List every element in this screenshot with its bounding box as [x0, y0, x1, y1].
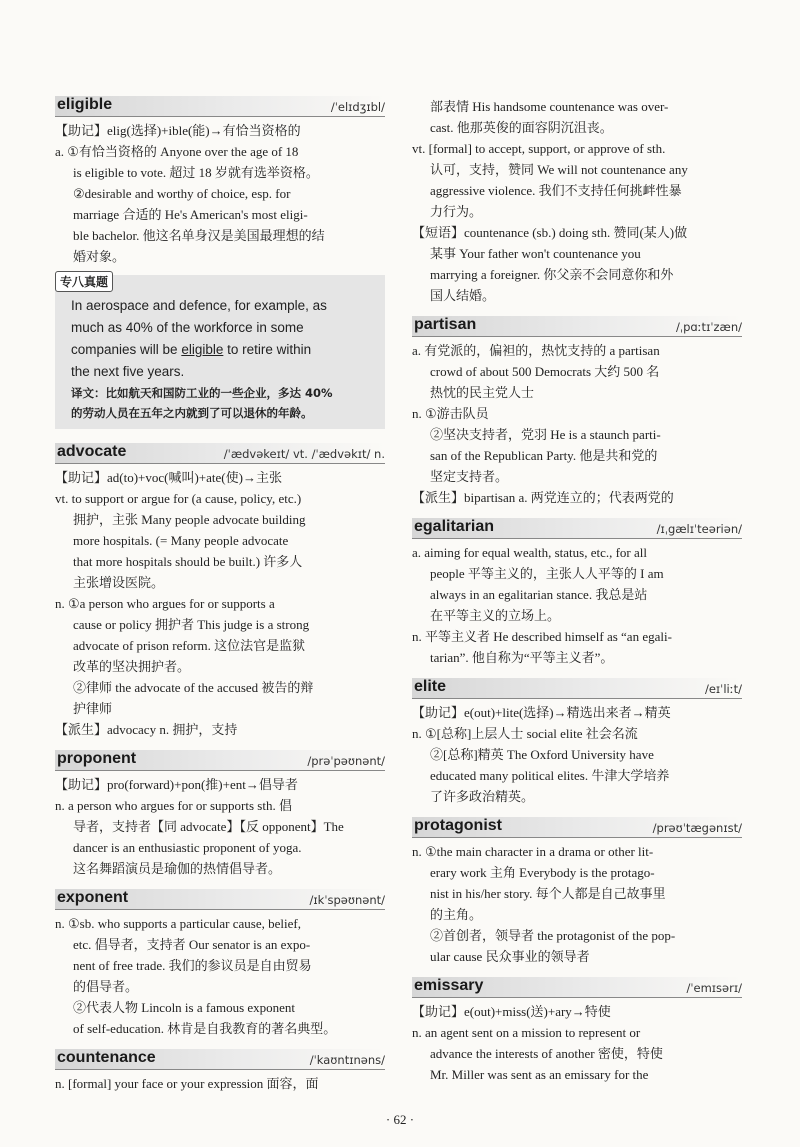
definition-line: 导者，支持者【同 advocate】【反 opponent】The	[73, 819, 344, 834]
headword: proponent	[57, 750, 137, 767]
definition-line: cause or policy 拥护者 This judge is a strong	[73, 617, 310, 632]
definition-line: crowd of about 500 Democrats 大约 500 名	[430, 364, 660, 379]
definition-line: 【助记】elig(选择)+ible(能)→有恰当资格的	[55, 123, 301, 138]
pronunciation: /ˈædvəkeɪt/ vt. /ˈædvəkɪt/ n.	[223, 447, 385, 461]
definition-line: 【助记】pro(forward)+pon(推)+ent→倡导者	[55, 777, 298, 792]
entry-emissary	[412, 977, 742, 1085]
definition-line: nist in his/her story. 每个人都是自己故事里	[430, 886, 666, 901]
headword: countenance	[57, 1049, 156, 1066]
entry-advocate	[55, 443, 385, 740]
pronunciation: /prəʊˈtægənɪst/	[652, 821, 742, 835]
definition-line: 的倡导者。	[73, 979, 139, 994]
entry-elite	[412, 678, 742, 807]
spacer	[55, 879, 385, 889]
definition-line: 【派生】bipartisan a. 两党连立的；代表两党的	[412, 490, 674, 505]
definition-line: 坚定支持者。	[430, 469, 509, 484]
definition-line: more hospitals. (= Many people advocate	[73, 533, 289, 548]
left-column	[55, 96, 385, 1104]
definition-line: 拥护，主张 Many people advocate building	[73, 512, 306, 527]
pronunciation: /ˌpɑːtɪˈzæn/	[676, 320, 742, 334]
entry-proponent	[55, 750, 385, 879]
definition-line: 国人结婚。	[430, 288, 496, 303]
definition-line: a. 有党派的，偏袒的，热忱支持的 a partisan	[412, 343, 660, 358]
definition-line: vt. to support or argue for (a cause, policy, etc.)	[55, 491, 302, 506]
definition-line: marrying a foreigner. 你父亲不会同意你和外	[430, 267, 674, 282]
definition-line: n. ①sb. who supports a particular cause, belief,	[55, 916, 301, 931]
page-number: · 62 ·	[385, 1112, 415, 1127]
spacer	[55, 1094, 385, 1104]
spacer	[412, 668, 742, 678]
definition-line: 【助记】e(out)+lite(选择)→精选出来者→精英	[412, 705, 671, 720]
definition-line: n. ①a person who argues for or supports a	[55, 596, 275, 611]
exam-line: companies will be eligible to retire within	[71, 342, 312, 357]
definition-line: Mr. Miller was sent as an emissary for the	[430, 1067, 649, 1082]
definition-line: 主张增设医院。	[73, 575, 165, 590]
definition-line: 【助记】ad(to)+voc(喊叫)+ate(使)→主张	[55, 470, 282, 485]
headword: eligible	[57, 96, 113, 113]
definition-line: n. [formal] your face or your expression 面容，面	[55, 1076, 319, 1091]
definition-line: ②首创者，领导者 the protagonist of the pop-	[430, 928, 676, 943]
definition-line: nent of free trade. 我们的参议员是自由贸易	[73, 958, 312, 973]
pronunciation: /prəˈpəʊnənt/	[307, 754, 385, 768]
definition-line: 某事 Your father won't countenance you	[430, 246, 641, 261]
definition-line: 改革的坚决拥护者。	[73, 659, 191, 674]
entry-header	[412, 977, 742, 998]
right-column	[412, 96, 742, 1095]
pronunciation: /ˈkaʊntɪnəns/	[309, 1053, 385, 1067]
definition-line: that more hospitals should be built.) 许多人	[73, 554, 303, 569]
definition-line: n. an agent sent on a mission to represent or	[412, 1025, 641, 1040]
entry-header	[55, 443, 385, 464]
definition-line: 【短语】countenance (sb.) doing sth. 赞同(某人)做	[412, 225, 688, 240]
definition-line: vt. [formal] to accept, support, or approve of sth.	[412, 141, 666, 156]
entry-exponent	[55, 889, 385, 1039]
spacer	[412, 1085, 742, 1095]
highlighted-word: eligible	[181, 342, 224, 357]
definition-line: ②坚决支持者，党羽 He is a staunch parti-	[430, 427, 661, 442]
definition-line: ②desirable and worthy of choice, esp. for	[73, 186, 291, 201]
headword: partisan	[414, 316, 477, 333]
definition-line: n. ①the main character in a drama or other lit-	[412, 844, 654, 859]
headword: protagonist	[414, 817, 502, 834]
definition-line: ②代表人物 Lincoln is a famous exponent	[73, 1000, 296, 1015]
definition-line: is eligible to vote. 超过 18 岁就有选举资格。	[73, 165, 319, 180]
spacer	[412, 508, 742, 518]
exam-spacer	[71, 283, 377, 295]
definition-line: aggressive violence. 我们不支持任何挑衅性暴	[430, 183, 682, 198]
entry-egalitarian	[412, 518, 742, 668]
definition-line: 这名舞蹈演员是瑜伽的热情倡导者。	[73, 861, 282, 876]
definition-line: 【助记】e(out)+miss(送)+ary→特使	[412, 1004, 611, 1019]
definition-line: n. ①游击队员	[412, 406, 489, 421]
headword: exponent	[57, 889, 129, 906]
definition-line: educated many political elites. 牛津大学培养	[430, 768, 670, 783]
definition-line: n. ①[总称]上层人士 social elite 社会名流	[412, 726, 638, 741]
definition-line: tarian”. 他自称为“平等主义者”。	[430, 650, 614, 665]
entry-header	[412, 817, 742, 838]
definition-line: etc. 倡导者，支持者 Our senator is an expo-	[73, 937, 311, 952]
definition-line: dancer is an enthusiastic proponent of yoga.	[73, 840, 302, 855]
entry-partisan	[412, 316, 742, 508]
definition-line: n. a person who argues for or supports sth. 倡	[55, 798, 292, 813]
definition-line: 认可，支持，赞同 We will not countenance any	[430, 162, 688, 177]
definition-line: ②律师 the advocate of the accused 被告的辩	[73, 680, 314, 695]
definition-line: always in an egalitarian stance. 我总是站	[430, 587, 648, 602]
definition-line: a. ①有恰当资格的 Anyone over the age of 18	[55, 144, 299, 159]
definition-line: ②[总称]精英 The Oxford University have	[430, 747, 654, 762]
definition-line: advocate of prison reform. 这位法官是监狱	[73, 638, 306, 653]
spacer	[55, 433, 385, 443]
entry-header	[412, 316, 742, 337]
entry-eligible	[55, 96, 385, 267]
headword: elite	[414, 678, 447, 695]
definition-line: cast. 他那英俊的面容阴沉沮丧。	[430, 120, 613, 135]
pronunciation: /ɪkˈspəʊnənt/	[309, 893, 385, 907]
entry-header	[55, 889, 385, 910]
spacer	[412, 967, 742, 977]
spacer	[55, 1039, 385, 1049]
spacer	[412, 807, 742, 817]
headword: emissary	[414, 977, 484, 994]
definition-line: 婚对象。	[73, 249, 126, 264]
definition-line: marriage 合适的 He's American's most eligi-	[73, 207, 308, 222]
definition-line: 在平等主义的立场上。	[430, 608, 561, 623]
definition-line: ular cause 民众事业的领导者	[430, 949, 590, 964]
spacer	[55, 740, 385, 750]
definition-line: 【派生】advocacy n. 拥护，支持	[55, 722, 238, 737]
entry-header	[55, 750, 385, 771]
definition-line: 热忱的民主党人士	[430, 385, 535, 400]
headword: advocate	[57, 443, 127, 460]
pronunciation: /ɪˌgælɪˈteəriən/	[656, 522, 742, 536]
entry-header	[55, 96, 385, 117]
exam-line: the next five years.	[71, 364, 185, 379]
pronunciation: /ˈemɪsərɪ/	[686, 981, 742, 995]
definition-line: 的主角。	[430, 907, 483, 922]
exam-line: In aerospace and defence, for example, as	[71, 298, 327, 313]
entry-header	[55, 1049, 385, 1070]
definition-line: san of the Republican Party. 他是共和党的	[430, 448, 658, 463]
pronunciation: /eɪˈliːt/	[704, 682, 742, 696]
exam-translation: 的劳动人员在五年之内就到了可以退休的年龄。	[71, 406, 313, 420]
pronunciation: /ˈelɪdʒɪbl/	[330, 100, 385, 114]
entry-countenance	[55, 1049, 385, 1094]
definition-line: people 平等主义的，主张人人平等的 I am	[430, 566, 664, 581]
definition-line: of self-education. 林肯是自我教育的著名典型。	[73, 1021, 337, 1036]
spacer	[412, 306, 742, 316]
exam-box	[55, 275, 385, 429]
entry-header	[412, 518, 742, 539]
definition-line: 力行为。	[430, 204, 483, 219]
definition-line: a. aiming for equal wealth, status, etc., for all	[412, 545, 648, 560]
definition-line: 了许多政治精英。	[430, 789, 535, 804]
definition-line: ble bachelor. 他这名单身汉是美国最理想的结	[73, 228, 325, 243]
exam-translation: 译文：比如航天和国防工业的一些企业，多达 40%	[71, 386, 333, 400]
definition-line: erary work 主角 Everybody is the protago-	[430, 865, 655, 880]
headword: egalitarian	[414, 518, 495, 535]
exam-line: much as 40% of the workforce in some	[71, 320, 304, 335]
definition-line: n. 平等主义者 He described himself as “an egali-	[412, 629, 672, 644]
entry-protagonist	[412, 817, 742, 967]
entry-header	[412, 678, 742, 699]
definition-line: 部表情 His handsome countenance was over-	[430, 99, 669, 114]
definition-line: 护律师	[73, 701, 113, 716]
exam-tag: 专八真题	[55, 271, 113, 292]
definition-line: advance the interests of another 密使，特使	[430, 1046, 663, 1061]
